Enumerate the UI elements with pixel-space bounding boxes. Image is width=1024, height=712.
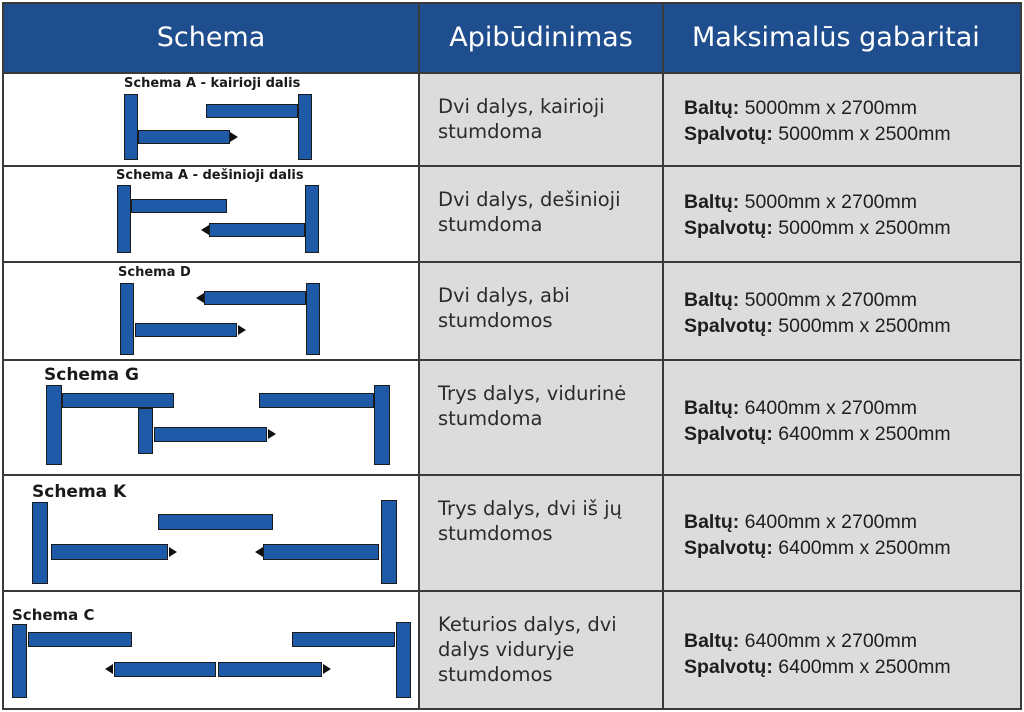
- color-label: Spalvotų:: [684, 123, 773, 145]
- fixed-panel: [158, 514, 273, 530]
- color-value: 5000mm x 2500mm: [778, 315, 951, 337]
- dimensions-text: [684, 95, 1016, 147]
- white-label: Baltų:: [684, 97, 740, 119]
- description-text: [438, 612, 656, 687]
- description-text: [438, 283, 656, 333]
- frame-post-right: [381, 500, 397, 584]
- dimensions-cell: [662, 74, 1020, 165]
- sliding-panel: [138, 130, 230, 144]
- description-line: stumdomos: [438, 522, 553, 545]
- dimensions-text: [684, 287, 1016, 339]
- frame-post-left: [46, 385, 62, 465]
- description-line: stumdomos: [438, 309, 553, 332]
- table-row: [4, 74, 1020, 167]
- description-cell: [418, 361, 662, 474]
- description-cell: [418, 74, 662, 165]
- description-text: [438, 94, 656, 144]
- white-value: 6400mm x 2700mm: [744, 397, 917, 419]
- fixed-panel-right: [259, 393, 374, 408]
- schema-diagram-cell: [4, 74, 418, 165]
- color-label: Spalvotų:: [684, 656, 773, 678]
- fixed-panel: [206, 104, 298, 118]
- color-dimensions: [684, 654, 1016, 680]
- sliding-panel-left: [51, 544, 168, 560]
- description-cell: [418, 167, 662, 261]
- sliding-panel-right: [218, 662, 322, 677]
- description-line: stumdoma: [438, 120, 543, 143]
- description-text: [438, 187, 656, 237]
- sliding-panel-right: [204, 291, 306, 305]
- description-cell: [418, 476, 662, 590]
- frame-post-right: [374, 385, 390, 465]
- color-label: Spalvotų:: [684, 537, 773, 559]
- dimensions-cell: [662, 263, 1020, 359]
- frame-post-left: [124, 94, 138, 160]
- arrow-left-icon: [201, 225, 209, 235]
- white-label: Baltų:: [684, 289, 740, 311]
- dimensions-text: [684, 395, 1016, 447]
- schema-label: Schema C: [12, 606, 95, 624]
- description-line: Trys dalys, dvi iš jų: [438, 497, 622, 520]
- schema-diagram-cell: [4, 263, 418, 359]
- white-label: Baltų:: [684, 191, 740, 213]
- sliding-panel: [154, 427, 267, 442]
- frame-post-right: [396, 622, 411, 698]
- description-line: stumdoma: [438, 213, 543, 236]
- description-line: stumdomos: [438, 663, 553, 686]
- window-schema-table: [2, 2, 1022, 710]
- schema-diagram-cell: [4, 592, 418, 708]
- header-max-dimensions: Maksimalūs gabaritai: [662, 4, 1020, 72]
- schema-diagram-cell: [4, 476, 418, 590]
- dimensions-cell: [662, 167, 1020, 261]
- table-row: [4, 263, 1020, 361]
- header-description: Apibūdinimas: [418, 4, 662, 72]
- dimensions-cell: [662, 361, 1020, 474]
- sliding-panel-right: [263, 544, 379, 560]
- color-value: 6400mm x 2500mm: [778, 656, 951, 678]
- fixed-panel: [131, 199, 227, 213]
- white-label: Baltų:: [684, 511, 740, 533]
- white-value: 6400mm x 2700mm: [744, 511, 917, 533]
- table-row: [4, 167, 1020, 263]
- table-row: [4, 361, 1020, 476]
- dimensions-cell: [662, 592, 1020, 708]
- frame-post-right: [305, 185, 319, 253]
- schema-diagram-cell: [4, 167, 418, 261]
- description-line: Trys dalys, vidurinė: [438, 382, 627, 405]
- frame-post-left: [32, 502, 48, 584]
- description-cell: [418, 263, 662, 359]
- description-text: [438, 496, 656, 546]
- color-value: 6400mm x 2500mm: [778, 537, 951, 559]
- white-dimensions: [684, 287, 1016, 313]
- color-label: Spalvotų:: [684, 315, 773, 337]
- header-schema: Schema: [156, 22, 266, 53]
- description-cell: [418, 592, 662, 708]
- color-label: Spalvotų:: [684, 423, 773, 445]
- schema-label: Schema A - dešinioji dalis: [116, 168, 304, 183]
- color-value: 6400mm x 2500mm: [778, 423, 951, 445]
- color-dimensions: [684, 535, 1016, 561]
- description-text: [438, 381, 656, 431]
- color-value: 5000mm x 2500mm: [778, 217, 951, 239]
- fixed-panel-left: [62, 393, 174, 408]
- frame-post-left: [12, 624, 27, 698]
- white-label: Baltų:: [684, 397, 740, 419]
- arrow-right-icon: [268, 429, 276, 439]
- arrow-left-icon: [105, 664, 113, 674]
- color-dimensions: [684, 121, 1016, 147]
- description-line: Dvi dalys, dešinioji: [438, 188, 621, 211]
- sliding-panel-left: [135, 323, 237, 337]
- schema-label: Schema A - kairioji dalis: [124, 76, 301, 91]
- schema-label: Schema D: [118, 265, 191, 280]
- arrow-left-icon: [255, 547, 263, 557]
- color-dimensions: [684, 421, 1016, 447]
- sliding-panel-left: [114, 662, 216, 677]
- white-value: 5000mm x 2700mm: [744, 289, 917, 311]
- white-dimensions: [684, 509, 1016, 535]
- table-row: [4, 476, 1020, 592]
- arrow-right-icon: [169, 547, 177, 557]
- fixed-panel-left: [28, 632, 132, 647]
- arrow-right-icon: [323, 664, 331, 674]
- table-row: [4, 592, 1020, 708]
- arrow-right-icon: [230, 132, 238, 142]
- white-dimensions: [684, 189, 1016, 215]
- description-line: dalys viduryje: [438, 638, 575, 661]
- description-line: Dvi dalys, abi: [438, 284, 570, 307]
- white-value: 6400mm x 2700mm: [744, 630, 917, 652]
- dimensions-text: [684, 628, 1016, 680]
- color-label: Spalvotų:: [684, 217, 773, 239]
- schema-label: Schema G: [44, 365, 140, 385]
- frame-post-left: [117, 185, 131, 253]
- schema-diagram-cell: [4, 361, 418, 474]
- middle-post: [138, 408, 153, 454]
- color-value: 5000mm x 2500mm: [778, 123, 951, 145]
- arrow-left-icon: [196, 293, 204, 303]
- schema-label: Schema K: [32, 482, 127, 502]
- white-value: 5000mm x 2700mm: [744, 97, 917, 119]
- white-dimensions: [684, 395, 1016, 421]
- dimensions-text: [684, 509, 1016, 561]
- arrow-right-icon: [238, 325, 246, 335]
- white-dimensions: [684, 628, 1016, 654]
- color-dimensions: [684, 313, 1016, 339]
- description-line: stumdoma: [438, 407, 543, 430]
- frame-post-right: [306, 283, 320, 355]
- table-header: [4, 4, 1020, 74]
- description-line: Dvi dalys, kairioji: [438, 95, 605, 118]
- dimensions-cell: [662, 476, 1020, 590]
- frame-post-left: [120, 283, 134, 355]
- white-label: Baltų:: [684, 630, 740, 652]
- dimensions-text: [684, 189, 1016, 241]
- color-dimensions: [684, 215, 1016, 241]
- frame-post-right: [298, 94, 312, 160]
- fixed-panel-right: [292, 632, 395, 647]
- white-dimensions: [684, 95, 1016, 121]
- white-value: 5000mm x 2700mm: [744, 191, 917, 213]
- description-line: Keturios dalys, dvi: [438, 613, 617, 636]
- sliding-panel: [209, 223, 305, 237]
